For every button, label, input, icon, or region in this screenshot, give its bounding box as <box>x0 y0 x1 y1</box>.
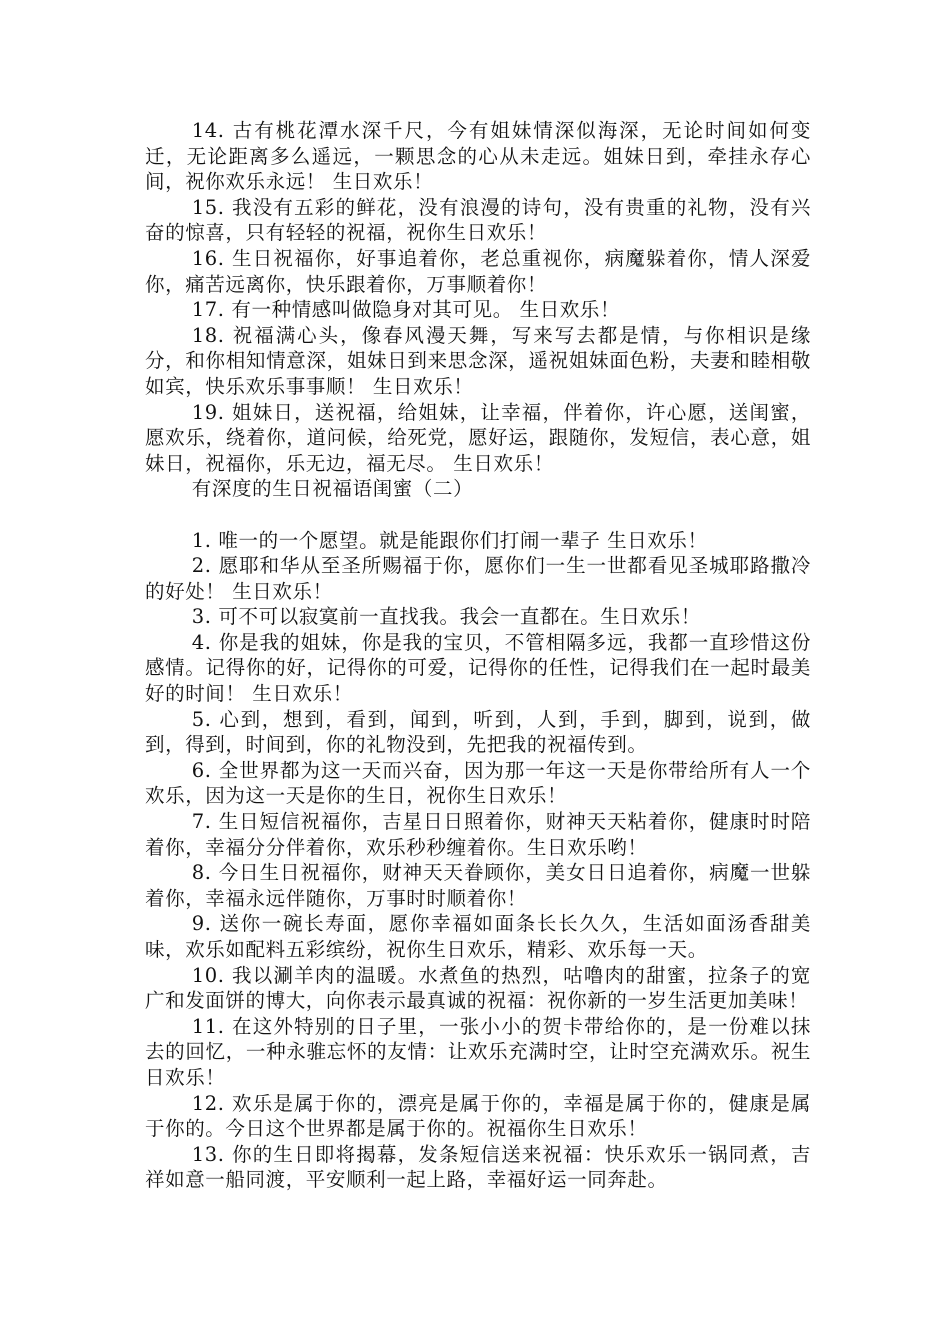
wish-paragraph-2: 2. 愿耶和华从至圣所赐福于你，愿你们一生一世都看见圣城耶路撒冷的好处！ 生日欢乐！ <box>145 554 811 603</box>
wish-paragraph-5: 5. 心到，想到，看到，闻到，听到，人到，手到，脚到，说到，做到，得到，时间到，你的礼物没到，先把我的祝福传到。 <box>145 707 811 757</box>
wish-paragraph-13: 13. 你的生日即将揭幕，发条短信送来祝福：快乐欢乐一锅同煮，吉祥如意一船同渡，平安顺利一起上路，幸福好运一同奔赴。 <box>145 1142 811 1192</box>
wish-paragraph-8: 8. 今日生日祝福你，财神天天眷顾你，美女日日追着你，病魔一世躲着你，幸福永远伴随你，万事时时顺着你！ <box>145 861 811 910</box>
wish-paragraph-15: 15. 我没有五彩的鲜花，没有浪漫的诗句，没有贵重的礼物，没有兴奋的惊喜，只有轻轻的祝福，祝你生日欢乐！ <box>145 195 811 245</box>
wish-paragraph-7: 7. 生日短信祝福你，吉星日日照着你，财神天天粘着你，健康时时陪着你，幸福分分伴着你，欢乐秒秒缠着你。生日欢乐哟！ <box>145 810 811 859</box>
wish-paragraph-17: 17. 有一种情感叫做隐身对其可见。 生日欢乐！ <box>191 298 621 322</box>
wish-paragraph-16: 16. 生日祝福你，好事追着你，老总重视你，病魔躲着你，情人深爱你，痛苦远离你，快乐跟着你，万事顺着你！ <box>145 246 811 296</box>
wish-paragraph-1: 1. 唯一的一个愿望。就是能跟你们打闹一辈子 生日欢乐！ <box>191 528 708 552</box>
wish-paragraph-14: 14. 古有桃花潭水深千尺，今有姐妹情深似海深，无论时间如何变迁，无论距离多么遥远，一颗思念的心从未走远。姐妹日到，牵挂永存心间，祝你欢乐永远！ 生日欢乐！ <box>145 119 811 194</box>
wish-paragraph-10: 10. 我以涮羊肉的温暖。水煮鱼的热烈，咕噜肉的甜蜜，拉条子的宽广和发面饼的博大，向你表示最真诚的祝福：祝你新的一岁生活更加美味！ <box>145 963 811 1013</box>
wish-paragraph-18: 18. 祝福满心头，像春风漫天舞，写来写去都是情，与你相识是缘分，和你相知情意深，姐妹日到来思念深，遥祝姐妹面色粉，夫妻和睦相敬如宾，快乐欢乐事事顺！ 生日欢乐！ <box>145 323 811 398</box>
wish-paragraph-6: 6. 全世界都为这一天而兴奋，因为那一年这一天是你带给所有人一个欢乐，因为这一天是你的生日，祝你生日欢乐！ <box>145 758 811 808</box>
blank-line <box>145 502 811 528</box>
document-body <box>145 118 811 1193</box>
wish-paragraph-4: 4. 你是我的姐妹，你是我的宝贝，不管相隔多远，我都一直珍惜这份感情。记得你的好，记得你的可爱，记得你的任性，记得我们在一起时最美好的时间！ 生日欢乐！ <box>145 630 811 706</box>
section-heading: 有深度的生日祝福语闺蜜（二） <box>191 477 474 501</box>
wish-paragraph-3: 3. 可不可以寂寞前一直找我。我会一直都在。生日欢乐！ <box>191 605 701 629</box>
wish-paragraph-9: 9. 送你一碗长寿面，愿你幸福如面条长长久久，生活如面汤香甜美味，欢乐如配料五彩缤纷，祝你生日欢乐，精彩、欢乐每一天。 <box>145 912 811 961</box>
wish-paragraph-11: 11. 在这外特别的日子里，一张小小的贺卡带给你的，是一份难以抹去的回忆，一种永骓忘怀的友情：让欢乐充满时空，让时空充满欢乐。祝生日欢乐！ <box>145 1014 811 1089</box>
wish-paragraph-12: 12. 欢乐是属于你的，漂亮是属于你的，幸福是属于你的，健康是属于你的。今日这个世界都是属于你的。祝福你生日欢乐！ <box>145 1091 811 1141</box>
wish-paragraph-19: 19. 姐妹日，送祝福，给姐妹，让幸福，伴着你，许心愿，送闺蜜，愿欢乐，绕着你，道问候，给死党，愿好运，跟随你，发短信，表心意，姐妹日，祝福你，乐无边，福无尽。 生日欢乐！ <box>145 400 811 475</box>
